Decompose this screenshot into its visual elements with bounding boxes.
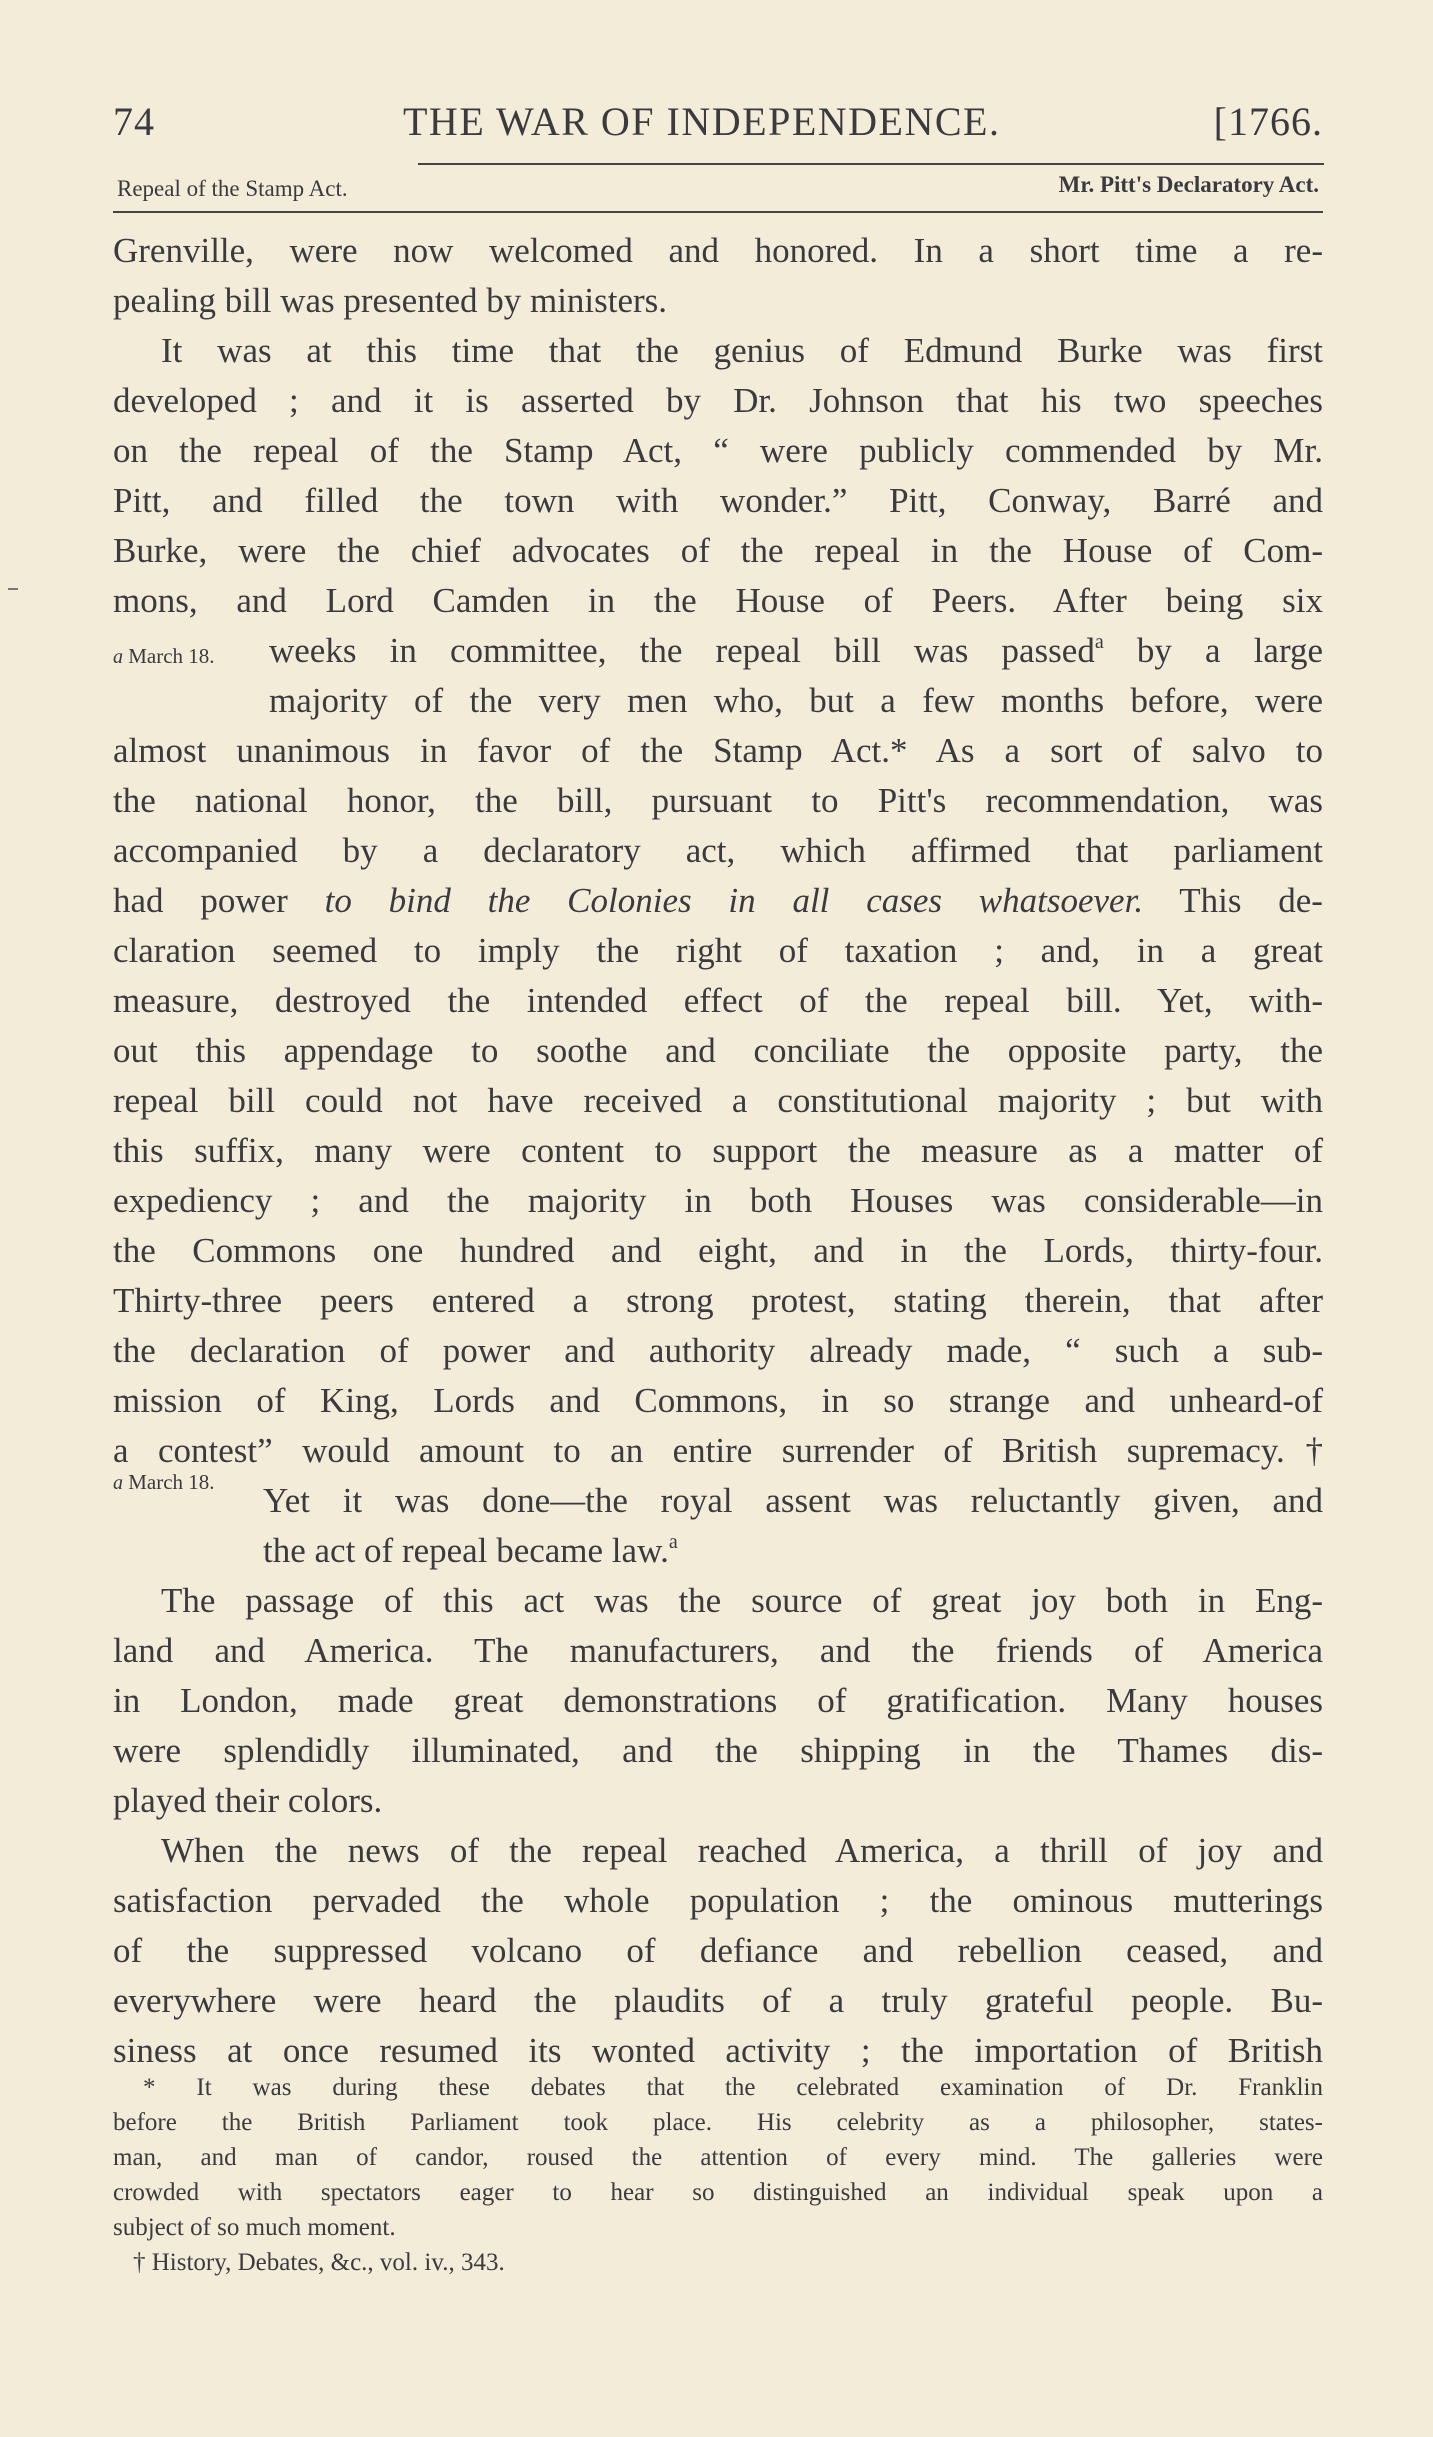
text-line: the declaration of power and authority already made, “ such a sub- <box>113 1331 1323 1370</box>
footnote-line: * It was during these debates that the celebrated examination of Dr. Franklin <box>143 2074 1323 2101</box>
text-line: The passage of this act was the source of great joy both in Eng- <box>161 1581 1323 1620</box>
header-rule-top <box>418 163 1324 165</box>
text-line: siness at once resumed its wonted activity ; the importation of British <box>113 2031 1323 2070</box>
text-line: satisfaction pervaded the whole population ; the ominous mutterings <box>113 1881 1323 1920</box>
page-number: 74 <box>113 99 155 144</box>
text-line: out this appendage to soothe and conciliate the opposite party, the <box>113 1031 1323 1070</box>
side-note-date: March 18. <box>128 1470 215 1494</box>
running-head <box>113 98 1323 148</box>
italic-quote: to bind the Colonies in all cases whatsoever. <box>324 881 1144 920</box>
side-note-letter: a <box>113 1472 123 1494</box>
text-line: in London, made great demonstrations of gratification. Many houses <box>113 1681 1323 1720</box>
text-line: Yet it was done—the royal assent was reluctantly given, and <box>263 1481 1323 1520</box>
footnote-line: subject of so much moment. <box>113 2214 396 2241</box>
text-line: measure, destroyed the intended effect of the repeal bill. Yet, with- <box>113 981 1323 1020</box>
side-note-letter: a <box>113 646 123 668</box>
text-run: by a large <box>1103 631 1323 670</box>
text-line: When the news of the repeal reached America, a thrill of joy and <box>161 1831 1323 1870</box>
footnote-line: man, and man of candor, roused the attention of every mind. The galleries were <box>113 2144 1323 2171</box>
text-line: played their colors. <box>113 1781 383 1820</box>
text-line: Thirty-three peers entered a strong protest, stating therein, that after <box>113 1281 1323 1320</box>
text-line: the national honor, the bill, pursuant to Pitt's recommendation, was <box>113 781 1323 820</box>
header-rule-bottom <box>113 211 1323 213</box>
text-line: of the suppressed volcano of defiance and rebellion ceased, and <box>113 1931 1323 1970</box>
text-line: land and America. The manufacturers, and the friends of America <box>113 1631 1323 1670</box>
side-note-march-18 <box>113 644 215 669</box>
footnote-line: before the British Parliament took place. His celebrity as a philosopher, states- <box>113 2109 1323 2136</box>
scan-mark <box>8 588 18 590</box>
text-line: Pitt, and filled the town with wonder.” Pitt, Conway, Barré and <box>113 481 1323 520</box>
text-run: had power <box>113 881 325 920</box>
text-line: claration seemed to imply the right of taxation ; and, in a great <box>113 931 1323 970</box>
subheader-right: Mr. Pitt's Declaratory Act. <box>1058 172 1319 197</box>
text-line: the Commons one hundred and eight, and in the Lords, thirty-four. <box>113 1231 1323 1270</box>
text-line: expediency ; and the majority in both Houses was considerable—in <box>113 1181 1323 1220</box>
text-line: everywhere were heard the plaudits of a truly grateful people. Bu- <box>113 1981 1323 2020</box>
text-run: weeks in committee, the repeal bill was passed <box>269 631 1095 670</box>
footnote-ref: a <box>1094 631 1104 653</box>
text-line: Grenville, were now welcomed and honored. In a short time a re- <box>113 231 1323 270</box>
text-line: mission of King, Lords and Commons, in so strange and unheard-of <box>113 1381 1323 1420</box>
text-line: repeal bill could not have received a constitutional majority ; but with <box>113 1081 1323 1120</box>
text-line: It was at this time that the genius of Edmund Burke was first <box>161 331 1323 370</box>
text-line <box>113 876 1323 926</box>
book-title: THE WAR OF INDEPENDENCE. <box>403 99 1001 144</box>
text-line <box>263 1526 678 1576</box>
text-line: almost unanimous in favor of the Stamp Act.* As a sort of salvo to <box>113 731 1323 770</box>
subheader-left: Repeal of the Stamp Act. <box>117 176 348 201</box>
text-line: this suffix, many were content to support the measure as a matter of <box>113 1131 1323 1170</box>
footnote-line: crowded with spectators eager to hear so distinguished an individual speak upon a <box>113 2179 1323 2206</box>
year-marker: [1766. <box>1213 99 1323 144</box>
section-subheader <box>113 172 1323 212</box>
text-line <box>269 626 1323 676</box>
text-run: the act of repeal became law. <box>263 1531 669 1570</box>
footnote-line: † History, Debates, &c., vol. iv., 343. <box>133 2249 505 2276</box>
footnote-ref: a <box>668 1531 678 1553</box>
text-line: Burke, were the chief advocates of the repeal in the House of Com- <box>113 531 1323 570</box>
text-line: on the repeal of the Stamp Act, “ were publicly commended by Mr. <box>113 431 1323 470</box>
text-run: This de- <box>1143 881 1323 920</box>
side-note-date: March 18. <box>128 644 215 668</box>
text-line: pealing bill was presented by ministers. <box>113 281 668 320</box>
text-line: were splendidly illuminated, and the shipping in the Thames dis- <box>113 1731 1323 1770</box>
text-line: developed ; and it is asserted by Dr. Johnson that his two speeches <box>113 381 1323 420</box>
text-line: mons, and Lord Camden in the House of Peers. After being six <box>113 581 1323 620</box>
text-line: accompanied by a declaratory act, which affirmed that parliament <box>113 831 1323 870</box>
text-line: majority of the very men who, but a few months before, were <box>269 681 1323 720</box>
text-line: a contest” would amount to an entire surrender of British supremacy.† <box>113 1431 1323 1470</box>
